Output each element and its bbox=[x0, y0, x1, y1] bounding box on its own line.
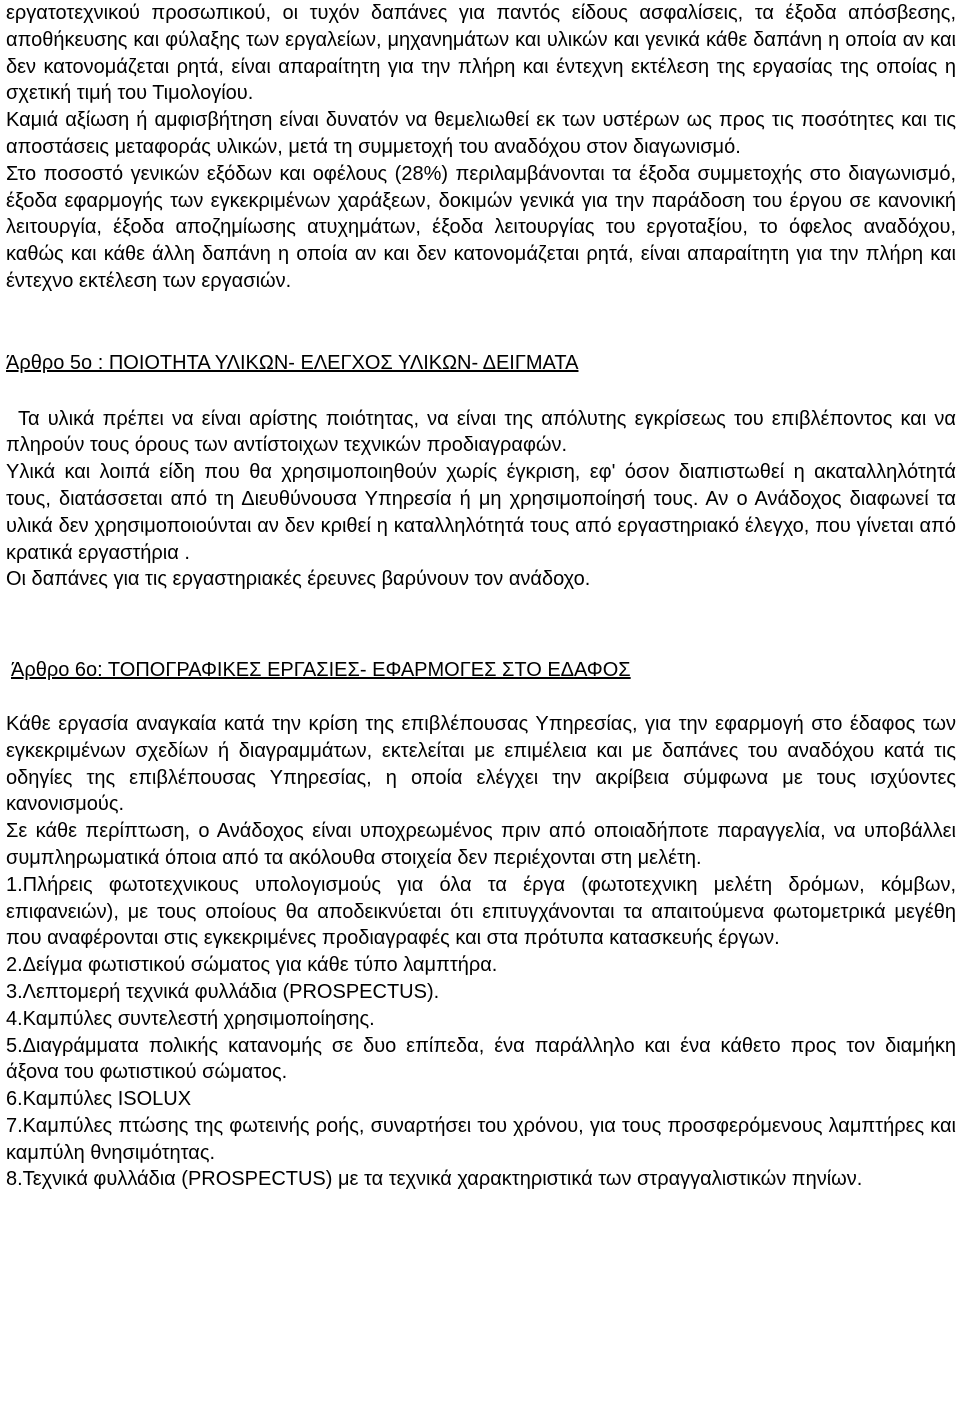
article-6-list-item-4: 4.Καμπύλες συντελεστή χρησιμοποίησης. bbox=[6, 1007, 375, 1030]
article-6-heading: Άρθρο 6ο: ΤΟΠΟΓΡΑΦΙΚΕΣ ΕΡΓΑΣΙΕΣ- ΕΦΑΡΜΟΓΕΣ ΣΤΟ ΕΔΑΦΟΣ bbox=[11, 659, 631, 682]
article-5-paragraph-3: Οι δαπάνες για τις εργαστηριακές έρευνες βαρύνουν τον ανάδοχο. bbox=[6, 568, 591, 591]
article-6-list-item-5: 5.Διαγράμματα πολικής κατανομής σε δυο επίπεδα, ένα παράλληλο και ένα κάθετο προς τον διαμήκη άξονα του φωτιστικού σώματος. bbox=[6, 1034, 956, 1084]
intro-paragraph-2: Καμιά αξίωση ή αμφισβήτηση είναι δυνατόν να θεμελιωθεί εκ των υστέρων ως προς τις ποσότητες και τις αποστάσεις μεταφοράς υλικών, μετά τη συμμετοχή του αναδόχου στον διαγωνισμό. bbox=[6, 109, 956, 158]
article-6-list-item-8: 8.Τεχνικά φυλλάδια (PROSPECTUS) με τα τεχνικά χαρακτηριστικά των στραγγαλιστικών πηνίων. bbox=[6, 1168, 863, 1191]
article-6-list-item-7: 7.Καμπύλες πτώσης της φωτεινής ροής, συναρτήσει του χρόνου, για τους προσφερόμενους λαμπτήρες και καμπύλη θνησιμότητας. bbox=[6, 1114, 956, 1164]
document-page bbox=[6, 0, 956, 1193]
article-6-list-item-6: 6.Καμπύλες ISOLUX bbox=[6, 1088, 192, 1111]
intro-paragraph-3: Στο ποσοστό γενικών εξόδων και οφέλους (28%) περιλαμβάνονται τα έξοδα συμμετοχής στο διαγωνισμό, έξοδα εφαρμογής των εγκεκριμένων χαράξεων, δοκιμών γενικά για την παράδοση του έργου σε κανονική λειτουργία, έξοδα αποζημίωσης ατυχημάτων, έξοδα λειτουργίας του εργοταξίου, το όφελος αναδόχου, καθώς και κάθε άλλη δαπάνη η οποία αν και δεν κατονομάζεται ρητά, είναι απαραίτητη για την πλήρη και έντεχνο εκτέλεση των εργασιών. bbox=[6, 162, 956, 292]
article-6-paragraph-2: Σε κάθε περίπτωση, ο Ανάδοχος είναι υποχρεωμένος πριν από οποιαδήποτε παραγγελία, να υποβάλλει συμπληρωματικά όποια από τα ακόλουθα στοιχεία δεν περιέχονται στη μελέτη. bbox=[6, 820, 956, 869]
intro-paragraph-1: εργατοτεχνικού προσωπικού, οι τυχόν δαπάνες για παντός είδους ασφαλίσεις, τα έξοδα απόσβεσης, αποθήκευσης και φύλαξης των εργαλείων, μηχανημάτων και υλικών και γενικά κάθε δαπάνη η οποία αν και δεν κατονομάζεται ρητά, είναι απαραίτητη για την πλήρη και έντεχνη εκτέλεση της εργασίας της οποίας η σχετική τιμή του Τιμολογίου. bbox=[6, 2, 956, 105]
article-6-list-item-1: 1.Πλήρεις φωτοτεχνικους υπολογισμούς για όλα τα έργα (φωτοτεχνικη μελέτη δρόμων, κόμβων, επιφανειών), με τους οποίους θα αποδεικνύεται ότι επιτυγχάνονται τα απαιτούμενα φωτομετρικά μεγέθη που αναφέρονται στις εγκεκριμένες προδιαγραφές και στα πρότυπα κατασκευής έργων. bbox=[6, 873, 956, 950]
article-5-paragraph-2: Υλικά και λοιπά είδη που θα χρησιμοποιηθούν χωρίς έγκριση, εφ' όσον διαπιστωθεί η ακαταλληλότητά τους, διατάσσεται από τη Διευθύνουσα Υπηρεσία ή μη χρησιμοποίησή τους. Αν ο Ανάδοχος διαφωνεί τα υλικά δεν χρησιμοποιούνται αν δεν κριθεί η καταλληλότητά τους από εργαστηριακό έλεγχο, που γίνεται από κρατικά εργαστήρια . bbox=[6, 461, 956, 564]
article-5-heading: Άρθρο 5ο : ΠΟΙΟΤΗΤΑ ΥΛΙΚΩΝ- ΕΛΕΓΧΟΣ ΥΛΙΚΩΝ- ΔΕΙΓΜΑΤΑ bbox=[6, 351, 579, 374]
article-6-list-item-2: 2.Δείγμα φωτιστικού σώματος για κάθε τύπο λαμπτήρα. bbox=[6, 954, 498, 977]
article-6-list-item-3: 3.Λεπτομερή τεχνικά φυλλάδια (PROSPECTUS). bbox=[6, 980, 440, 1003]
article-6-paragraph-1: Κάθε εργασία αναγκαία κατά την κρίση της επιβλέπουσας Υπηρεσίας, για την εφαρμογή στο έδαφος των εγκεκριμένων σχεδίων ή διαγραμμάτων, εκτελείται με επιμέλεια και με δαπάνες του αναδόχου κατά τις οδηγίες της επιβλέπουσας Υπηρεσίας, η οποία ελέγχει την ακρίβεια σύμφωνα με τους ισχύοντες κανονισμούς. bbox=[6, 712, 956, 816]
article-5-paragraph-1: Τα υλικά πρέπει να είναι αρίστης ποιότητας, να είναι της απόλυτης εγκρίσεως του επιβλέποντος και να πληρούν τους όρους των αντίστοιχων τεχνικών προδιαγραφών. bbox=[6, 407, 956, 457]
